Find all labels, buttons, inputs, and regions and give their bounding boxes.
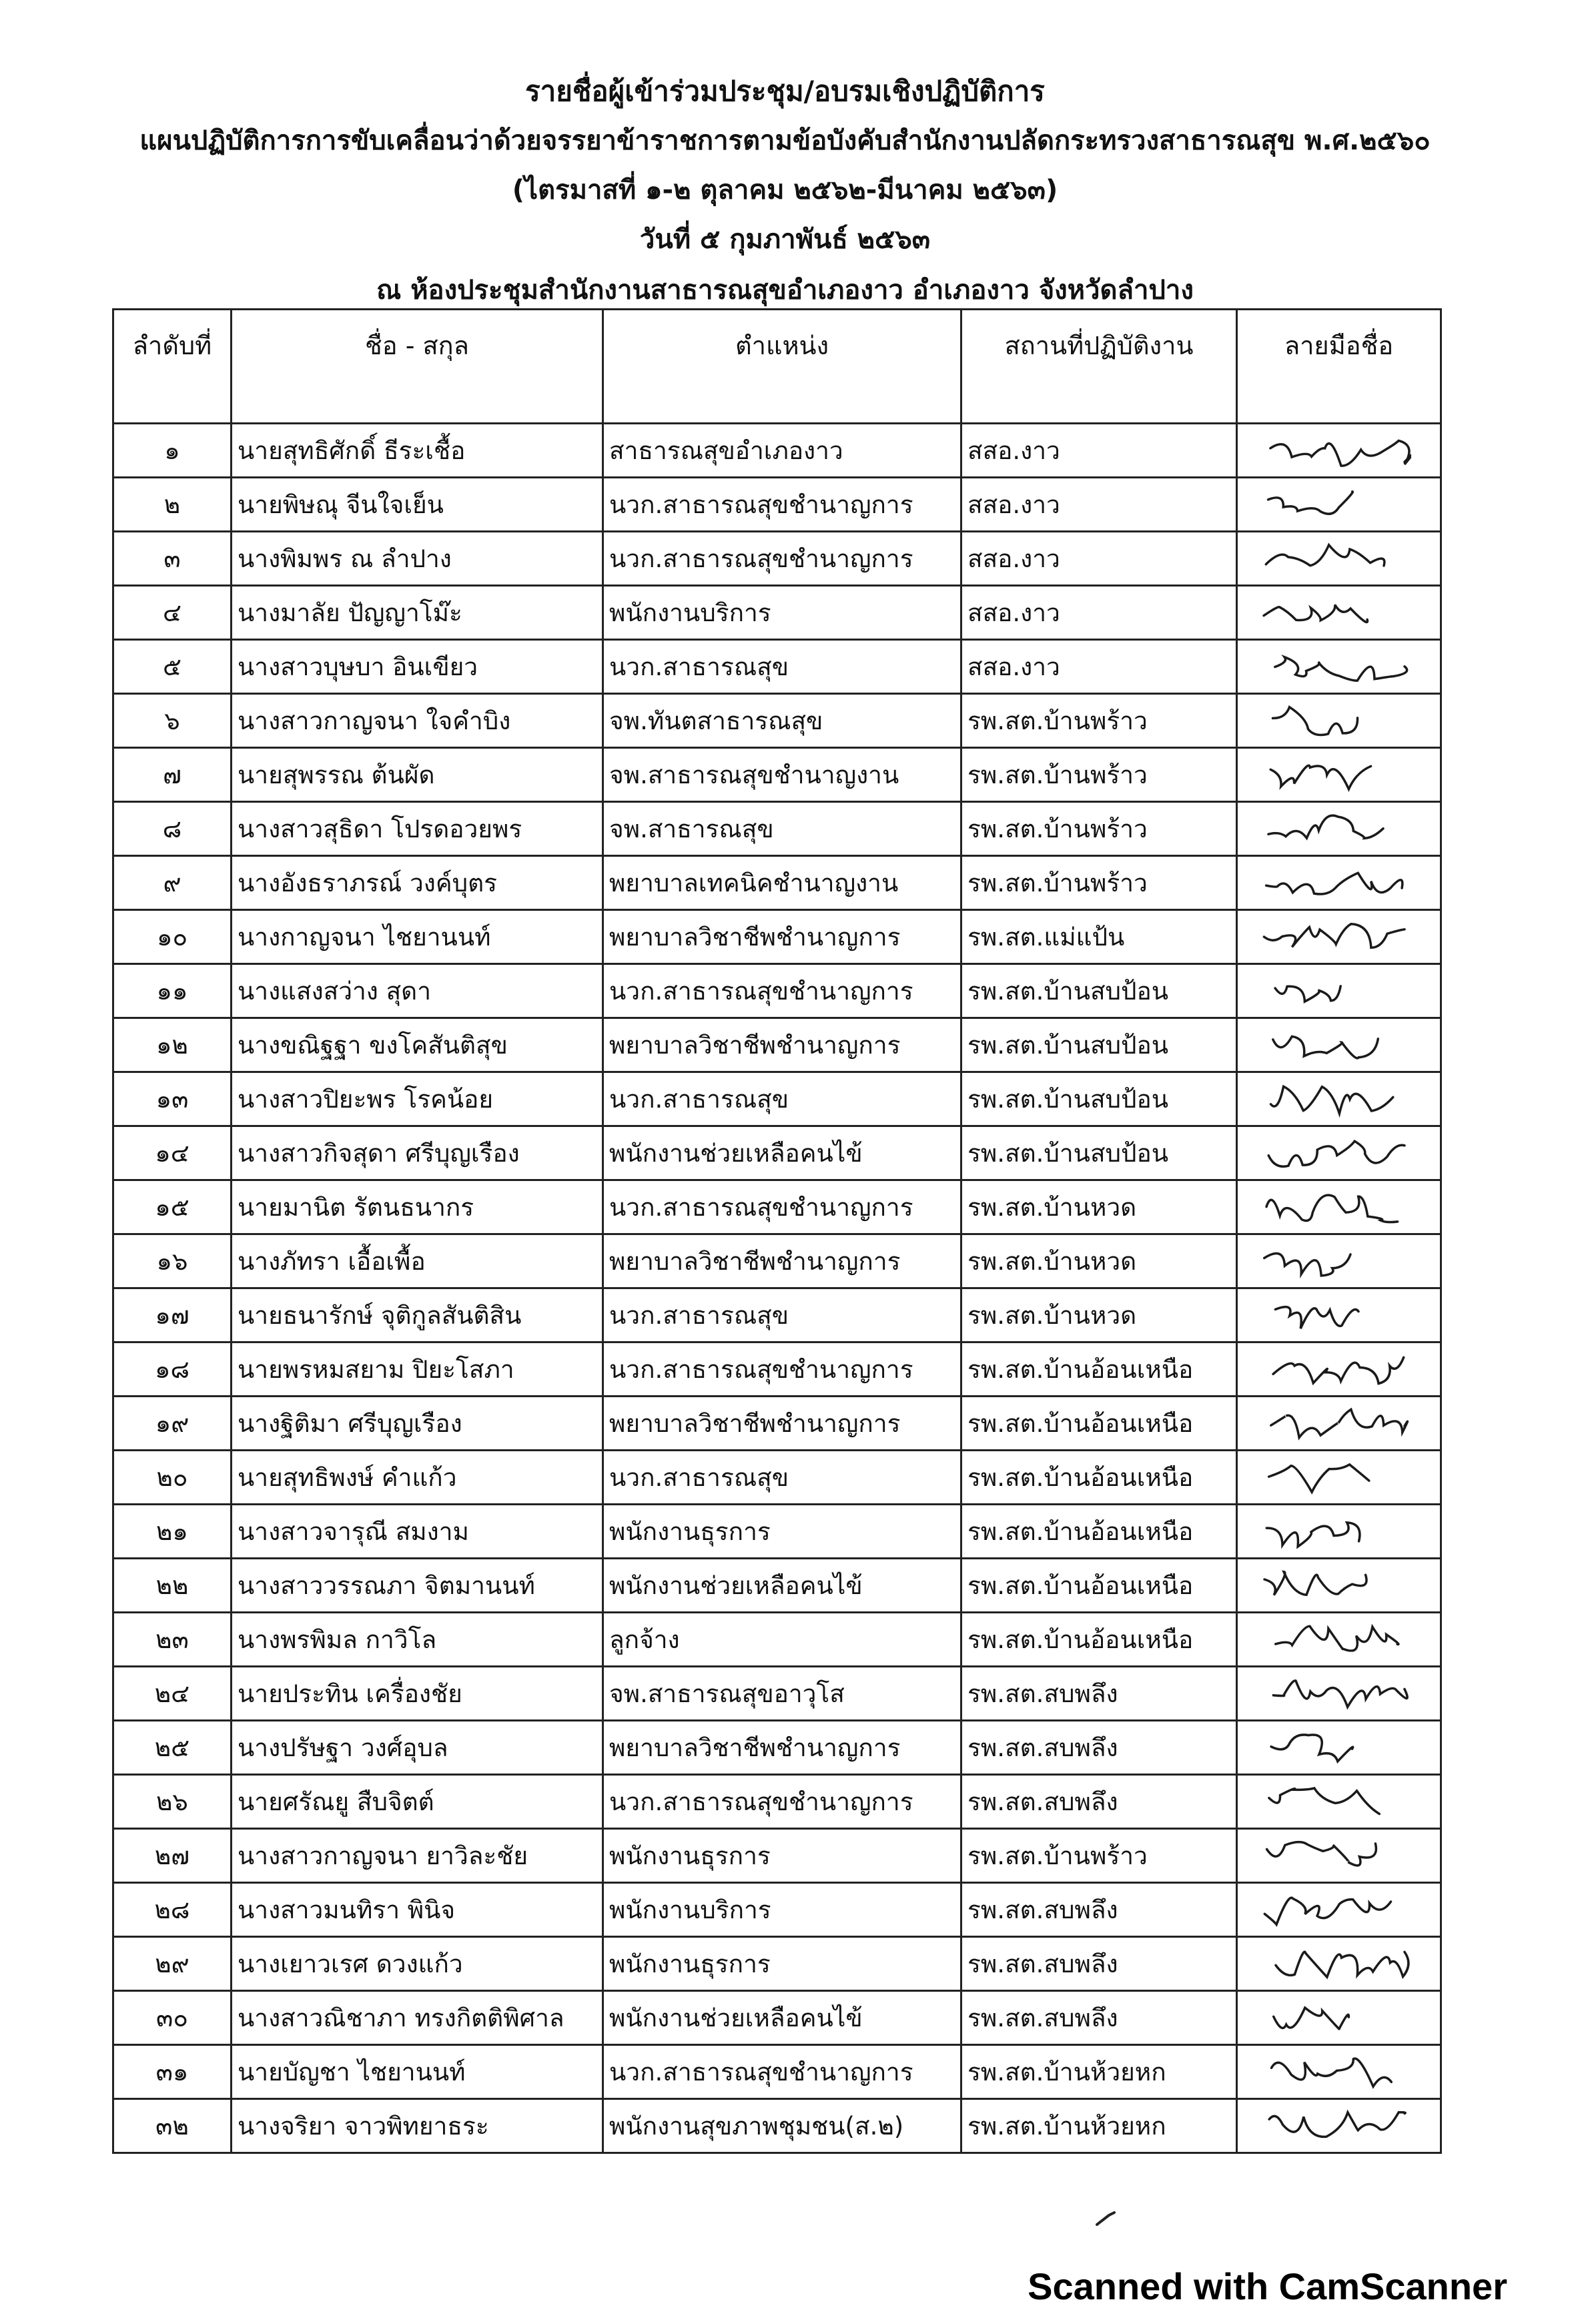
table-row [113,856,1441,910]
row-position: พนักงานบริการ [603,1883,961,1937]
table-row [113,1937,1441,1991]
table-row [113,1667,1441,1721]
table-row [113,586,1441,640]
row-signature [1237,424,1441,478]
row-position: พยาบาลเทคนิคชำนาญงาน [603,856,961,910]
table-row [113,748,1441,802]
row-name: นางปรัษฐา วงศ์อุบล [232,1721,603,1775]
signature-scribble [1258,535,1411,582]
row-position: นวก.สาธารณสุขชำนาญการ [603,1775,961,1829]
row-name: นางจริยา จาวพิทยาธระ [232,2099,603,2153]
table-row [113,964,1441,1018]
row-workplace: รพ.สต.บ้านหวด [961,1234,1237,1288]
table-row [113,2045,1441,2099]
row-workplace: สสอ.งาว [961,478,1237,532]
table-row [113,1072,1441,1126]
row-number: ๒๗ [113,1829,232,1883]
row-name: นางสาวณิชาภา ทรงกิตติพิศาล [232,1991,603,2045]
row-signature [1237,532,1441,586]
row-workplace: รพ.สต.บ้านอ้อนเหนือ [961,1613,1237,1667]
scanner-watermark: Scanned with CamScanner [1028,2265,1507,2307]
row-position: นวก.สาธารณสุข [603,1288,961,1342]
row-workplace: รพ.สต.บ้านอ้อนเหนือ [961,1559,1237,1613]
signature-scribble [1258,1508,1411,1555]
row-name: นายพิษณุ จีนใจเย็น [232,478,603,532]
col-header-number: ลำดับที่ [113,310,232,424]
row-signature [1237,1937,1441,1991]
row-number: ๑๔ [113,1126,232,1180]
row-number: ๗ [113,748,232,802]
signature-scribble [1258,1670,1411,1717]
row-workplace: รพ.สต.สบพลึง [961,1775,1237,1829]
document-header [0,67,1570,315]
row-signature [1237,694,1441,748]
venue-line: ณ ห้องประชุมสำนักงานสาธารณสุขอำเภองาว อำเภองาว จังหวัดลำปาง [376,275,1194,306]
row-number: ๒ [113,478,232,532]
table-row [113,1505,1441,1559]
table-row [113,1451,1441,1505]
row-signature [1237,478,1441,532]
row-position: พยาบาลวิชาชีพชำนาญการ [603,1721,961,1775]
row-name: นายสุทธิศักดิ์ ธีระเชื้อ [232,424,603,478]
row-number: ๒๓ [113,1613,232,1667]
row-number: ๒๑ [113,1505,232,1559]
row-signature [1237,1613,1441,1667]
row-number: ๓ [113,532,232,586]
col-header-workplace: สถานที่ปฏิบัติงาน [961,310,1237,424]
row-signature [1237,1397,1441,1451]
row-signature [1237,1505,1441,1559]
row-workplace: รพ.สต.บ้านสบป้อน [961,1018,1237,1072]
row-name: นายพรหมสยาม ปิยะโสภา [232,1342,603,1397]
row-workplace: รพ.สต.บ้านพร้าว [961,856,1237,910]
attendance-table [112,308,1442,2154]
row-workplace: รพ.สต.สบพลึง [961,1883,1237,1937]
row-signature [1237,1288,1441,1342]
table-row [113,478,1441,532]
row-name: นางสาวบุษบา อินเขียว [232,640,603,694]
signature-scribble [1258,967,1411,1014]
row-position: จพ.สาธารณสุข [603,802,961,856]
signature-scribble [1258,1994,1411,2041]
row-workplace: รพ.สต.บ้านพร้าว [961,748,1237,802]
signature-scribble [1258,913,1411,960]
row-workplace: รพ.สต.บ้านพร้าว [961,1829,1237,1883]
signature-scribble [1258,1022,1411,1068]
row-position: พนักงานบริการ [603,586,961,640]
signature-scribble [1258,589,1411,636]
row-signature [1237,1180,1441,1234]
row-number: ๑๐ [113,910,232,964]
row-name: นางขณิฐฐา ขงโคสันติสุข [232,1018,603,1072]
col-header-name: ชื่อ - สกุล [232,310,603,424]
table-row [113,640,1441,694]
row-workplace: รพ.สต.บ้านสบป้อน [961,964,1237,1018]
row-position: จพ.สาธารณสุขอาวุโส [603,1667,961,1721]
row-number: ๒๘ [113,1883,232,1937]
row-number: ๓๒ [113,2099,232,2153]
signature-scribble [1258,1616,1411,1663]
table-row [113,1721,1441,1775]
row-name: นายมานิต รัตนธนากร [232,1180,603,1234]
row-number: ๒๐ [113,1451,232,1505]
row-number: ๑๒ [113,1018,232,1072]
row-signature [1237,964,1441,1018]
row-number: ๑ [113,424,232,478]
row-signature [1237,586,1441,640]
row-workplace: รพ.สต.บ้านสบป้อน [961,1126,1237,1180]
table-row [113,1126,1441,1180]
row-position: พยาบาลวิชาชีพชำนาญการ [603,1234,961,1288]
table-row [113,1883,1441,1937]
row-name: นางสาวมนทิรา พินิจ [232,1883,603,1937]
row-number: ๘ [113,802,232,856]
row-workplace: รพ.สต.บ้านพร้าว [961,694,1237,748]
row-position: พนักงานช่วยเหลือคนไข้ [603,1559,961,1613]
row-number: ๑๙ [113,1397,232,1451]
row-signature [1237,802,1441,856]
signature-scribble [1258,1778,1411,1825]
signature-scribble [1258,859,1411,906]
row-name: นางกาญจนา ไชยานนท์ [232,910,603,964]
row-position: พนักงานธุรการ [603,1937,961,1991]
row-workplace: รพ.สต.แม่แป้น [961,910,1237,964]
row-workplace: รพ.สต.บ้านหวด [961,1180,1237,1234]
row-signature [1237,910,1441,964]
signature-scribble [1258,697,1411,744]
row-number: ๑๑ [113,964,232,1018]
row-signature [1237,856,1441,910]
row-position: พนักงานช่วยเหลือคนไข้ [603,1991,961,2045]
row-name: นางสาวกิจสุดา ศรีบุญเรือง [232,1126,603,1180]
quarter-line: (ไตรมาสที่ ๑-๒ ตุลาคม ๒๕๖๒-มีนาคม ๒๕๖๓) [512,175,1058,206]
row-name: นายศรัณยู สืบจิตต์ [232,1775,603,1829]
plan-title: แผนปฏิบัติการการขับเคลื่อนว่าด้วยจรรยาข้าราชการตามข้อบังคับสำนักงานปลัดกระทรวงสาธารณสุข พ.ศ.๒๕๖๐ [139,125,1431,156]
row-position: นวก.สาธารณสุขชำนาญการ [603,532,961,586]
row-number: ๖ [113,694,232,748]
row-workplace: รพ.สต.บ้านอ้อนเหนือ [961,1505,1237,1559]
row-workplace: สสอ.งาว [961,424,1237,478]
row-position: นวก.สาธารณสุขชำนาญการ [603,2045,961,2099]
row-position: นวก.สาธารณสุขชำนาญการ [603,478,961,532]
table-header-row [113,310,1441,424]
signature-scribble [1258,1130,1411,1176]
row-signature [1237,1721,1441,1775]
row-position: พนักงานสุขภาพชุมชน(ส.๒) [603,2099,961,2153]
signature-scribble [1258,1238,1411,1284]
row-number: ๑๕ [113,1180,232,1234]
signature-scribble [1258,1940,1411,1987]
row-position: นวก.สาธารณสุข [603,640,961,694]
row-position: สาธารณสุขอำเภองาว [603,424,961,478]
row-number: ๒๔ [113,1667,232,1721]
row-name: นางมาลัย ปัญญาโม๊ะ [232,586,603,640]
row-position: พยาบาลวิชาชีพชำนาญการ [603,1397,961,1451]
signature-scribble [1258,1076,1411,1122]
row-number: ๒๒ [113,1559,232,1613]
row-number: ๒๙ [113,1937,232,1991]
row-name: นางสาววรรณภา จิตมานนท์ [232,1559,603,1613]
signature-scribble [1258,1832,1411,1879]
row-workplace: รพ.สต.บ้านอ้อนเหนือ [961,1342,1237,1397]
row-position: จพ.สาธารณสุขชำนาญงาน [603,748,961,802]
row-name: นางฐิติมา ศรีบุญเรือง [232,1397,603,1451]
row-number: ๔ [113,586,232,640]
table-row [113,1397,1441,1451]
row-name: นางอังธราภรณ์ วงค์บุตร [232,856,603,910]
row-signature [1237,1991,1441,2045]
row-workplace: สสอ.งาว [961,640,1237,694]
signature-scribble [1258,643,1411,690]
row-number: ๒๖ [113,1775,232,1829]
row-signature [1237,2099,1441,2153]
signature-scribble [1258,2102,1411,2149]
row-workplace: รพ.สต.สบพลึง [961,1721,1237,1775]
row-name: นายบัญชา ไชยานนท์ [232,2045,603,2099]
table-row [113,694,1441,748]
col-header-position: ตำแหน่ง [603,310,961,424]
row-workplace: รพ.สต.บ้านหวด [961,1288,1237,1342]
row-name: นางสาวกาญจนา ใจคำบิง [232,694,603,748]
row-name: นางเยาวเรศ ดวงแก้ว [232,1937,603,1991]
row-number: ๕ [113,640,232,694]
row-number: ๑๓ [113,1072,232,1126]
signature-scribble [1258,1346,1411,1393]
row-position: นวก.สาธารณสุขชำนาญการ [603,964,961,1018]
document-title: รายชื่อผู้เข้าร่วมประชุม/อบรมเชิงปฏิบัติการ [525,75,1045,107]
row-workplace: รพ.สต.สบพลึง [961,1991,1237,2045]
table-row [113,1991,1441,2045]
row-position: พนักงานช่วยเหลือคนไข้ [603,1126,961,1180]
row-workplace: รพ.สต.สบพลึง [961,1667,1237,1721]
signature-scribble [1258,1724,1411,1771]
row-signature [1237,1126,1441,1180]
row-position: นวก.สาธารณสุขชำนาญการ [603,1342,961,1397]
row-name: นางพรพิมล กาวิโล [232,1613,603,1667]
signature-scribble [1258,1292,1411,1338]
signature-scribble [1258,2048,1411,2095]
row-workplace: รพ.สต.บ้านห้วยหก [961,2045,1237,2099]
row-signature [1237,1234,1441,1288]
table-row [113,1234,1441,1288]
table-row [113,1829,1441,1883]
date-line: วันที่ ๕ กุมภาพันธ์ ๒๕๖๓ [639,224,931,255]
row-number: ๑๖ [113,1234,232,1288]
row-workplace: รพ.สต.บ้านห้วยหก [961,2099,1237,2153]
row-number: ๓๐ [113,1991,232,2045]
table-row [113,424,1441,478]
row-workplace: รพ.สต.บ้านสบป้อน [961,1072,1237,1126]
row-signature [1237,1451,1441,1505]
signature-scribble [1258,1562,1411,1609]
row-workplace: รพ.สต.สบพลึง [961,1937,1237,1991]
row-position: พยาบาลวิชาชีพชำนาญการ [603,910,961,964]
row-name: นางสาวปิยะพร โรคน้อย [232,1072,603,1126]
table-row [113,1288,1441,1342]
row-workplace: สสอ.งาว [961,532,1237,586]
signature-scribble [1258,751,1411,798]
signature-scribble [1258,1184,1411,1230]
table-row [113,802,1441,856]
row-number: ๑๘ [113,1342,232,1397]
row-signature [1237,1559,1441,1613]
row-workplace: รพ.สต.บ้านอ้อนเหนือ [961,1451,1237,1505]
col-header-signature: ลายมือชื่อ [1237,310,1441,424]
row-signature [1237,1829,1441,1883]
table-row [113,1018,1441,1072]
row-name: นางสาวจารุณี สมงาม [232,1505,603,1559]
row-name: นางสาวสุธิดา โปรดอวยพร [232,802,603,856]
table-row [113,1613,1441,1667]
signature-scribble [1258,1886,1411,1933]
row-signature [1237,2045,1441,2099]
row-signature [1237,748,1441,802]
row-number: ๒๕ [113,1721,232,1775]
table-row [113,1559,1441,1613]
signature-scribble [1258,481,1411,528]
row-name: นางแสงสว่าง สุดา [232,964,603,1018]
row-number: ๑๗ [113,1288,232,1342]
row-name: นายสุทธิพงษ์ คำแก้ว [232,1451,603,1505]
signature-scribble [1258,805,1411,852]
row-name: นายธนารักษ์ จุติกูลสันติสิน [232,1288,603,1342]
row-signature [1237,1342,1441,1397]
row-position: พนักงานธุรการ [603,1829,961,1883]
row-position: พยาบาลวิชาชีพชำนาญการ [603,1018,961,1072]
row-signature [1237,1883,1441,1937]
row-number: ๙ [113,856,232,910]
table-row [113,532,1441,586]
table-row [113,2099,1441,2153]
signature-scribble [1258,1454,1411,1501]
row-position: นวก.สาธารณสุขชำนาญการ [603,1180,961,1234]
row-workplace: สสอ.งาว [961,586,1237,640]
pen-mark [1094,2209,1121,2229]
row-name: นายสุพรรณ ต้นผัด [232,748,603,802]
row-position: ลูกจ้าง [603,1613,961,1667]
row-position: นวก.สาธารณสุข [603,1072,961,1126]
row-signature [1237,1018,1441,1072]
row-name: นายประทิน เครื่องชัย [232,1667,603,1721]
table-row [113,1180,1441,1234]
row-position: พนักงานธุรการ [603,1505,961,1559]
table-row [113,1342,1441,1397]
row-name: นางพิมพร ณ ลำปาง [232,532,603,586]
row-number: ๓๑ [113,2045,232,2099]
row-signature [1237,1667,1441,1721]
table-row [113,910,1441,964]
row-name: นางภัทรา เอื้อเพื้อ [232,1234,603,1288]
row-workplace: รพ.สต.บ้านอ้อนเหนือ [961,1397,1237,1451]
signature-scribble [1258,427,1411,474]
row-position: จพ.ทันตสาธารณสุข [603,694,961,748]
table-row [113,1775,1441,1829]
row-name: นางสาวกาญจนา ยาวิละชัย [232,1829,603,1883]
row-signature [1237,1775,1441,1829]
row-position: นวก.สาธารณสุข [603,1451,961,1505]
row-signature [1237,1072,1441,1126]
row-workplace: รพ.สต.บ้านพร้าว [961,802,1237,856]
signature-scribble [1258,1400,1411,1447]
row-signature [1237,640,1441,694]
